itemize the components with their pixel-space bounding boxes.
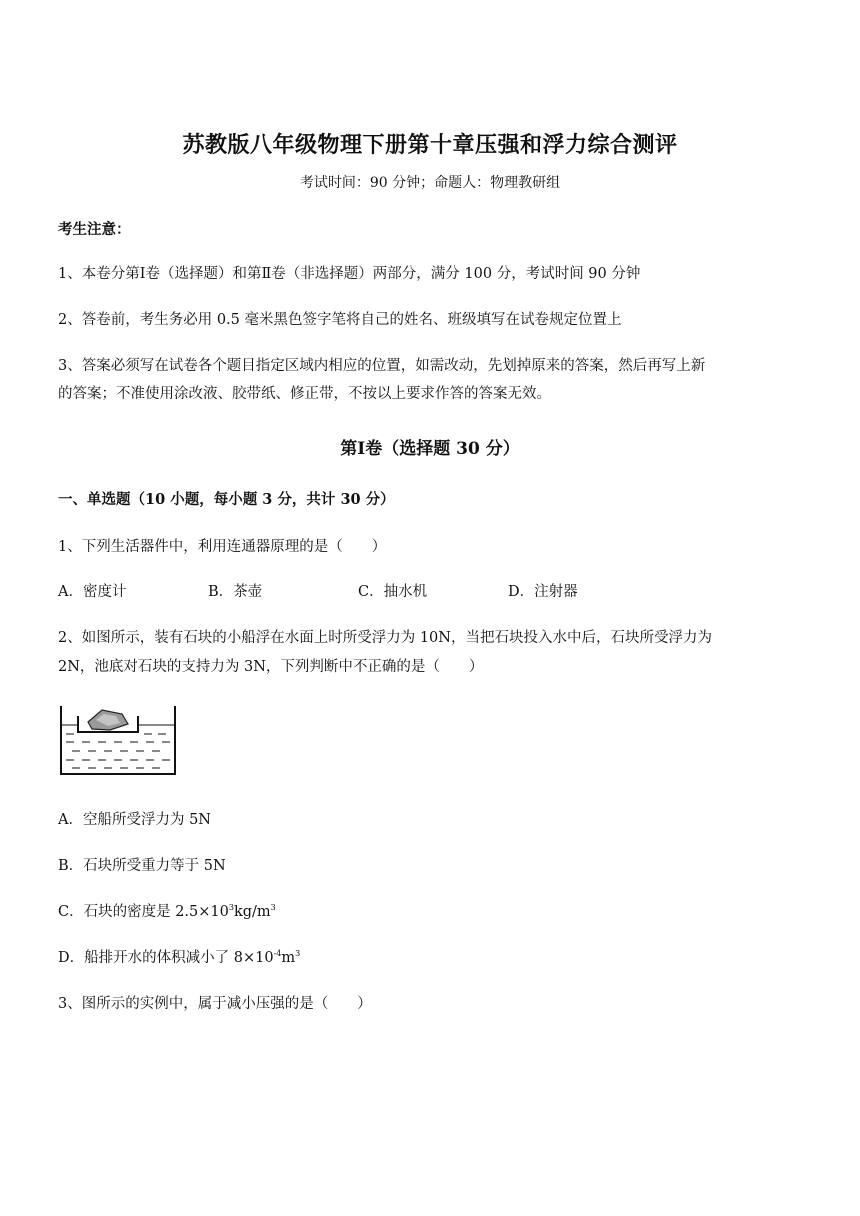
question-2-stem-line2: 2N，池底对石块的支持力为 3N，下列判断中不正确的是（ ） <box>58 659 484 675</box>
q2-option-d <box>58 946 300 967</box>
notice-item-1: 1、本卷分第Ⅰ卷（选择题）和第Ⅱ卷（非选择题）两部分，满分 100 分，考试时间 90 分钟 <box>58 266 641 282</box>
q2-option-d-text: D．船排开水的体积减小了 8×10 <box>58 950 274 966</box>
q2-option-a: A．空船所受浮力为 5N <box>58 812 211 828</box>
question-2-stem-line1: 2、如图所示，装有石块的小船浮在水面上时所受浮力为 10N，当把石块投入水中后，石块所受浮力为 <box>58 630 712 646</box>
q2-option-d-unit: m <box>281 950 296 966</box>
q2-option-c <box>58 900 276 921</box>
question-3-stem: 3、图所示的实例中，属于减小压强的是（ ） <box>58 996 372 1012</box>
notice-item-3-cont: 的答案；不准使用涂改液、胶带纸、修正带，不按以上要求作答的答案无效。 <box>58 386 551 402</box>
q2-option-c-unit: kg/m <box>233 904 271 920</box>
q2-option-d-exponent: -4 <box>273 949 282 959</box>
section-title: 第Ⅰ卷（选择题 30 分） <box>340 439 520 459</box>
q2-option-c-exponent: 3 <box>228 903 234 913</box>
q1-option-a: A．密度计 <box>58 584 127 600</box>
q2-option-b: B．石块所受重力等于 5N <box>58 858 226 874</box>
q1-option-b: B．茶壶 <box>208 584 263 600</box>
notice-heading: 考生注意： <box>58 221 131 238</box>
question-1-stem: 1、下列生活器件中，利用连通器原理的是（ ） <box>58 539 387 555</box>
notice-item-2: 2、答卷前，考生务必用 0.5 毫米黑色签字笔将自己的姓名、班级填写在试卷规定位置上 <box>58 312 622 328</box>
part-heading: 一、单选题（10 小题，每小题 3 分，共计 30 分） <box>58 491 395 508</box>
exam-info: 考试时间：90 分钟；命题人：物理教研组 <box>299 175 561 191</box>
q2-option-d-unit-exponent: 3 <box>295 949 301 959</box>
q2-option-c-text: C．石块的密度是 2.5×10 <box>58 904 229 920</box>
boat-in-water-figure <box>58 698 178 778</box>
q1-option-c: C．抽水机 <box>358 584 428 600</box>
notice-item-3: 3、答案必须写在试卷各个题目指定区域内相应的位置，如需改动，先划掉原来的答案，然后再写上新 <box>58 358 706 374</box>
page-title: 苏教版八年级物理下册第十章压强和浮力综合测评 <box>182 132 678 158</box>
q1-option-d: D．注射器 <box>508 584 578 600</box>
q2-option-c-unit-exponent: 3 <box>270 903 276 913</box>
